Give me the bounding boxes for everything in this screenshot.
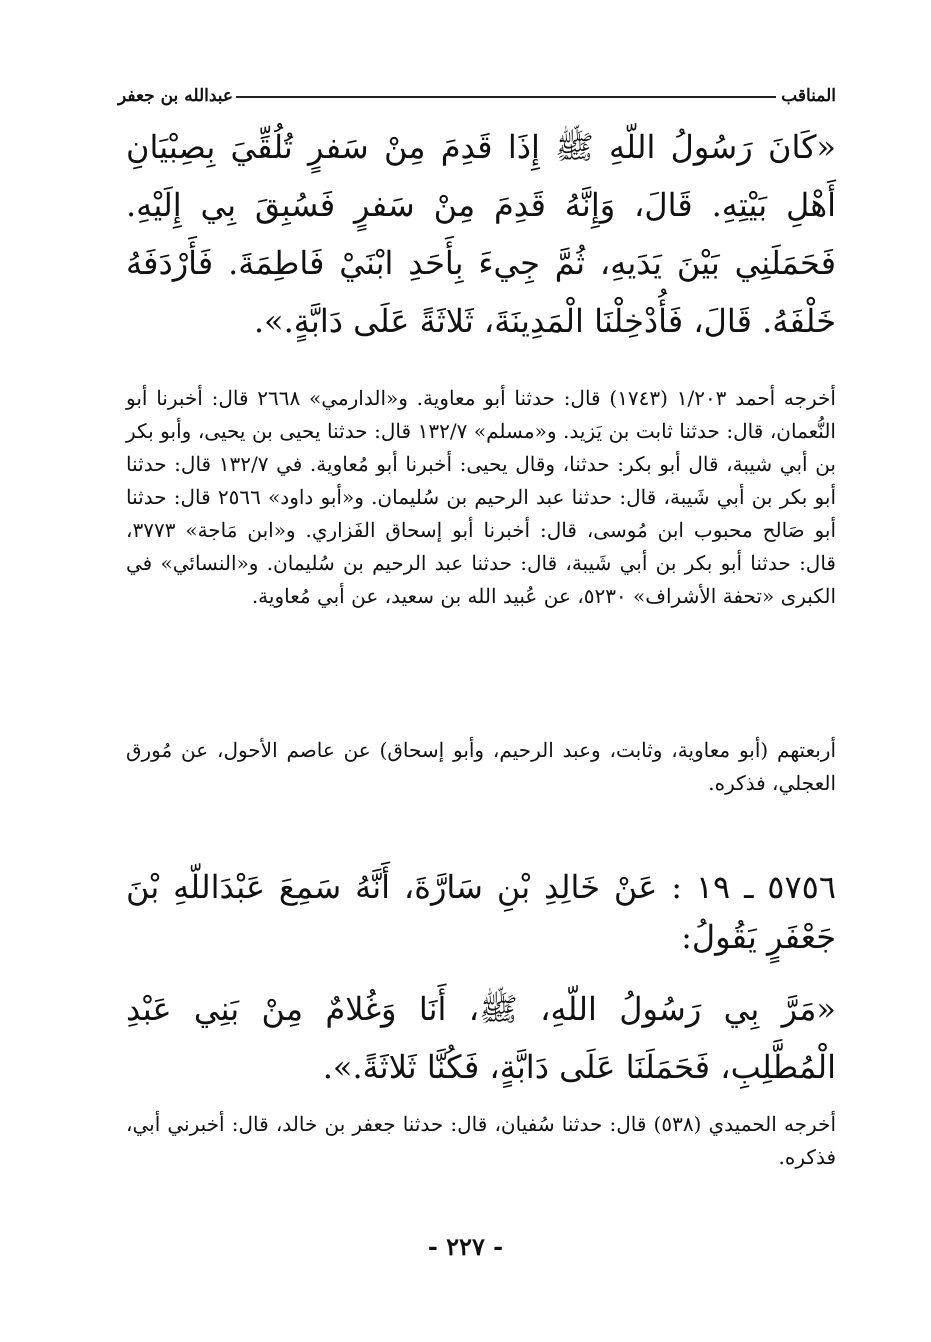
hadith-5755-text: «كَانَ رَسُولُ اللّهِ ﷺ إِذَا قَدِمَ مِنْ سَفرٍ تُلُقِّيَ بِصِبْيَانِ أَهْلِ بَيْتِهِ. قَالَ، وَإِنَّهُ قَدِمَ مِنْ سَفرٍ فَسُبِقَ بِي إِلَيْهِ. فَحَمَلَنِي بَيْنَ يَدَيهِ، ثُمَّ جِيءَ بِأَحَدِ ابْنَيْ فَاطِمَةَ. فَأَرْدَفَهُ خَلْفَهُ. قَالَ، فَأُدْخِلْنَا الْمَدِينَةَ، ثَلاثَةً عَلَى دَابَّةٍ.».	[126, 128, 837, 340]
hadith-5756-text: «مَرَّ بِي رَسُولُ اللّهِ، ﷺ، أَنَا وَغُلامٌ مِنْ بَنِي عَبْدِ الْمُطَّلِبِ، فَحَمَلَنَا عَلَى دَابَّةٍ، فَكُنَّا ثَلاثَةً.».	[126, 990, 836, 1086]
takhrij-paragraph-2: أربعتهم (أبو معاوية، وثابت، وعبد الرحيم، وأبو إسحاق) عن عاصم الأحول، عن مُورق العجلي، فذكره.	[126, 738, 836, 795]
hadith-number: ٥٧٥٦ ـ ١٩ :	[671, 868, 837, 906]
hadith-5756-intro	[126, 862, 836, 962]
hadith-5756-isnad: عَنْ خَالِدِ بْنِ سَارَّةَ، أَنَّهُ سَمِعَ عَبْدَاللّهِ بْنَ جَعْفَرٍ يَقُولُ:	[126, 868, 836, 956]
header-section-title: المناقب	[781, 86, 836, 106]
header-rule	[236, 96, 776, 98]
takhrij-paragraph-3: أخرجه الحميدي (٥٣٨) قال: حدثنا سُفيان، قال: حدثنا جعفر بن خالد، قال: أخبرني أبي، فذكره.	[126, 1112, 836, 1169]
page-number: - ٢٢٧ -	[427, 1232, 504, 1261]
running-header	[118, 84, 836, 112]
header-chapter-title: عبدالله بن جعفر	[118, 86, 234, 106]
takhrij-paragraph-1: أخرجه أحمد ١/٢٠٣ (١٧٤٣) قال: حدثنا أبو معاوية. و«الدارمي» ٢٦٦٨ قال: أخبرنا أبو النُّعمان، قال: حدثنا ثابت بن يَزيد. و«مسلم» ١٣٢/٧ قال: حدثنا يحيى بن يحيى، وأبو بكر بن أبي شيبة، قال أبو بكر: حدثنا، وقال يحيى: أخبرنا أبو مُعاوية. في ١٣٢/٧ قال: حدثنا أبو بكر بن أبي شَيبة، قال: حدثنا عبد الرحيم بن سُليمان. و«أبو داود» ٢٥٦٦ قال: حدثنا أبو صَالح محبوب ابن مُوسى، قال: أخبرنا أبو إسحاق الفَزاري. و«ابن مَاجة» ٣٧٧٣، قال: حدثنا أبو بكر بن أبي شَيبة، قال: حدثنا عبد الرحيم بن سُليمان. و«النسائي» في الكبرى «تحفة الأشراف» ٥٢٣٠، عن عُبيد الله بن سعيد، عن أبي مُعاوية.	[126, 386, 837, 608]
